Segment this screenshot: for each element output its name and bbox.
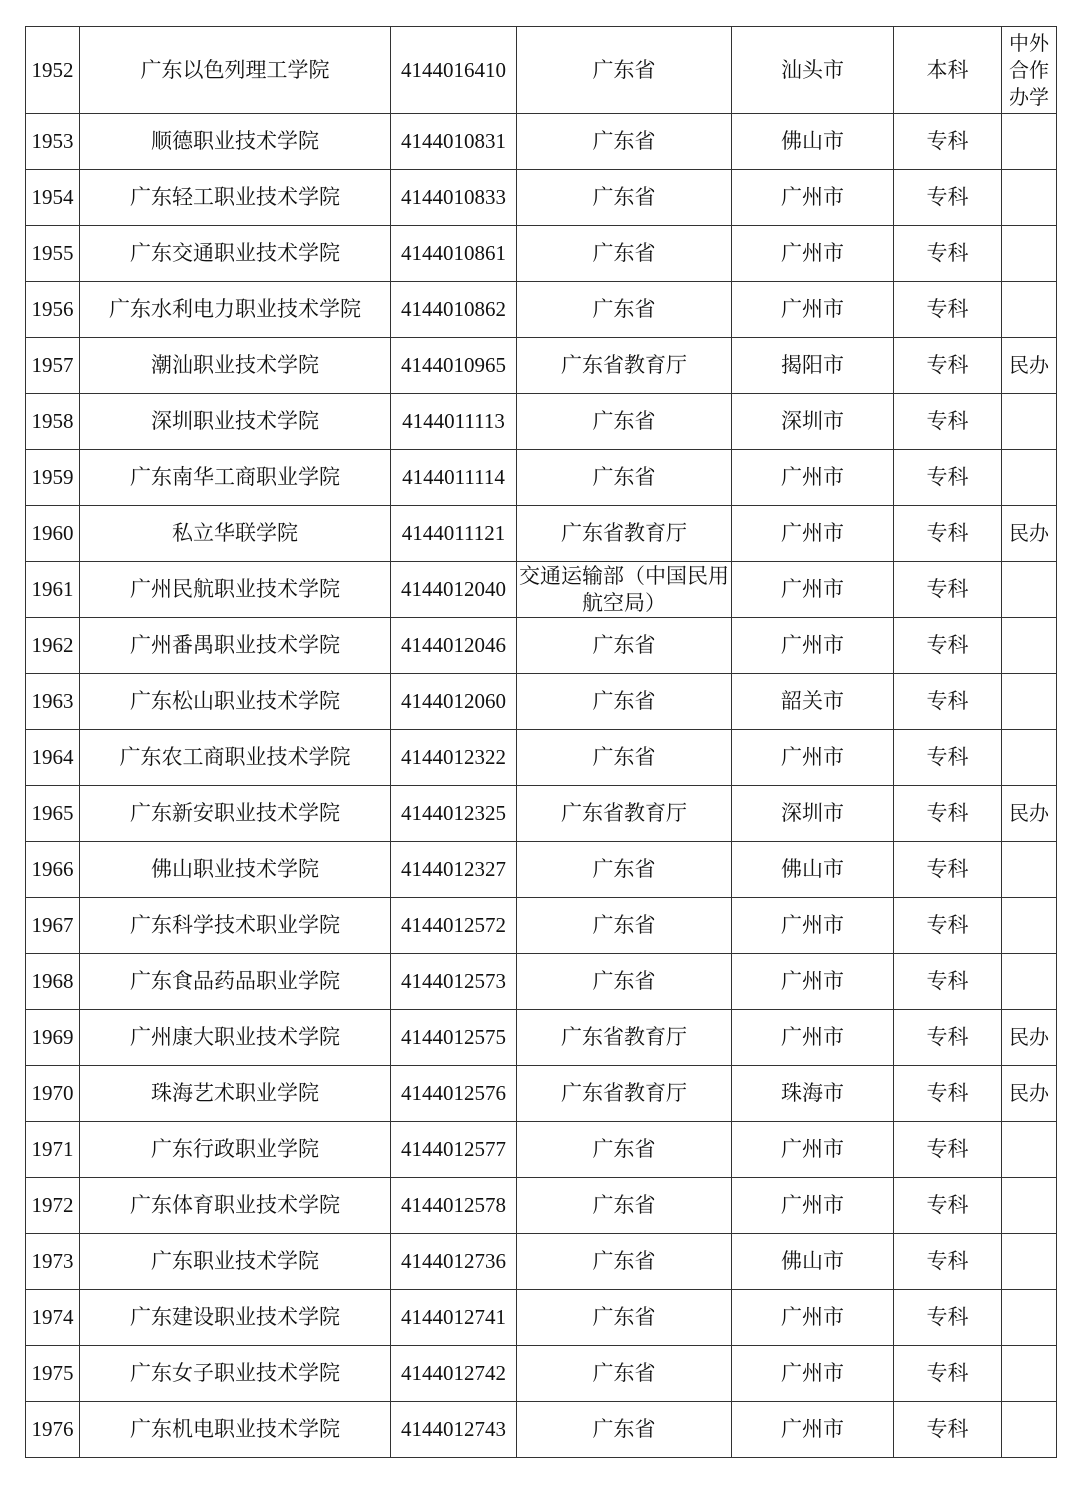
cell-school-name: 广东职业技术学院 (80, 1234, 391, 1290)
cell-school-code: 4144012046 (391, 618, 517, 674)
cell-school-name: 广东轻工职业技术学院 (80, 170, 391, 226)
cell-school-name: 广东科学技术职业学院 (80, 898, 391, 954)
cell-school-name: 广东农工商职业技术学院 (80, 730, 391, 786)
cell-school-name: 广东交通职业技术学院 (80, 226, 391, 282)
cell-school-name: 广东水利电力职业技术学院 (80, 282, 391, 338)
table-row (26, 282, 1057, 338)
university-list-table (25, 26, 1057, 1458)
cell-serial-number: 1976 (26, 1402, 80, 1458)
table-row (26, 730, 1057, 786)
cell-school-name: 广东建设职业技术学院 (80, 1290, 391, 1346)
cell-location: 广州市 (732, 226, 894, 282)
cell-school-code: 4144012325 (391, 786, 517, 842)
cell-location: 珠海市 (732, 1066, 894, 1122)
cell-authority: 广东省 (517, 618, 732, 674)
cell-remark (1002, 282, 1057, 338)
table-row (26, 338, 1057, 394)
cell-level: 专科 (894, 1402, 1002, 1458)
cell-authority: 广东省 (517, 170, 732, 226)
cell-remark (1002, 1178, 1057, 1234)
table-row (26, 1122, 1057, 1178)
cell-school-code: 4144012575 (391, 1010, 517, 1066)
cell-serial-number: 1974 (26, 1290, 80, 1346)
cell-level: 专科 (894, 1346, 1002, 1402)
cell-remark: 中外合作办学 (1002, 27, 1057, 114)
cell-school-code: 4144011121 (391, 506, 517, 562)
cell-school-code: 4144012040 (391, 562, 517, 618)
cell-authority: 广东省教育厅 (517, 786, 732, 842)
cell-location: 佛山市 (732, 842, 894, 898)
cell-authority: 广东省 (517, 954, 732, 1010)
cell-remark: 民办 (1002, 1066, 1057, 1122)
cell-location: 广州市 (732, 450, 894, 506)
cell-level: 专科 (894, 394, 1002, 450)
cell-level: 专科 (894, 1178, 1002, 1234)
cell-level: 专科 (894, 506, 1002, 562)
cell-remark (1002, 394, 1057, 450)
cell-serial-number: 1970 (26, 1066, 80, 1122)
cell-authority: 广东省 (517, 1402, 732, 1458)
table-row (26, 562, 1057, 618)
cell-level: 专科 (894, 1290, 1002, 1346)
table-row (26, 898, 1057, 954)
cell-serial-number: 1961 (26, 562, 80, 618)
cell-serial-number: 1964 (26, 730, 80, 786)
cell-school-name: 私立华联学院 (80, 506, 391, 562)
table-row (26, 27, 1057, 114)
cell-remark (1002, 1402, 1057, 1458)
cell-level: 专科 (894, 338, 1002, 394)
cell-remark (1002, 1346, 1057, 1402)
cell-remark (1002, 562, 1057, 618)
table-row (26, 786, 1057, 842)
cell-school-name: 顺德职业技术学院 (80, 114, 391, 170)
cell-school-name: 广东女子职业技术学院 (80, 1346, 391, 1402)
cell-authority: 广东省 (517, 1122, 732, 1178)
cell-level: 专科 (894, 1122, 1002, 1178)
cell-level: 专科 (894, 898, 1002, 954)
cell-level: 专科 (894, 450, 1002, 506)
cell-school-code: 4144012576 (391, 1066, 517, 1122)
cell-school-name: 广东以色列理工学院 (80, 27, 391, 114)
table-row (26, 226, 1057, 282)
table-row (26, 1290, 1057, 1346)
cell-remark (1002, 226, 1057, 282)
cell-location: 广州市 (732, 506, 894, 562)
cell-school-code: 4144011114 (391, 450, 517, 506)
cell-remark: 民办 (1002, 506, 1057, 562)
cell-authority: 交通运输部（中国民用航空局） (517, 562, 732, 618)
cell-location: 佛山市 (732, 1234, 894, 1290)
cell-location: 广州市 (732, 1010, 894, 1066)
cell-remark (1002, 730, 1057, 786)
cell-serial-number: 1965 (26, 786, 80, 842)
cell-level: 专科 (894, 282, 1002, 338)
cell-remark (1002, 674, 1057, 730)
cell-school-name: 珠海艺术职业学院 (80, 1066, 391, 1122)
cell-authority: 广东省 (517, 1346, 732, 1402)
cell-location: 广州市 (732, 562, 894, 618)
cell-school-name: 潮汕职业技术学院 (80, 338, 391, 394)
cell-authority: 广东省教育厅 (517, 506, 732, 562)
cell-school-name: 广州康大职业技术学院 (80, 1010, 391, 1066)
cell-location: 广州市 (732, 1178, 894, 1234)
cell-authority: 广东省 (517, 450, 732, 506)
cell-serial-number: 1956 (26, 282, 80, 338)
cell-serial-number: 1957 (26, 338, 80, 394)
cell-school-code: 4144012741 (391, 1290, 517, 1346)
cell-school-code: 4144012327 (391, 842, 517, 898)
cell-school-name: 广东体育职业技术学院 (80, 1178, 391, 1234)
cell-school-code: 4144010861 (391, 226, 517, 282)
cell-remark: 民办 (1002, 338, 1057, 394)
cell-remark (1002, 1290, 1057, 1346)
cell-authority: 广东省 (517, 898, 732, 954)
table-row (26, 506, 1057, 562)
cell-level: 专科 (894, 1066, 1002, 1122)
cell-school-name: 深圳职业技术学院 (80, 394, 391, 450)
cell-school-code: 4144010862 (391, 282, 517, 338)
cell-authority: 广东省 (517, 226, 732, 282)
table-row (26, 1234, 1057, 1290)
cell-level: 专科 (894, 114, 1002, 170)
cell-authority: 广东省教育厅 (517, 338, 732, 394)
cell-serial-number: 1958 (26, 394, 80, 450)
cell-level: 专科 (894, 842, 1002, 898)
table-row (26, 114, 1057, 170)
cell-location: 广州市 (732, 898, 894, 954)
cell-school-name: 广东新安职业技术学院 (80, 786, 391, 842)
table-row (26, 1346, 1057, 1402)
cell-serial-number: 1966 (26, 842, 80, 898)
cell-authority: 广东省 (517, 1234, 732, 1290)
cell-serial-number: 1967 (26, 898, 80, 954)
table-row (26, 1066, 1057, 1122)
table-row (26, 1178, 1057, 1234)
cell-remark (1002, 114, 1057, 170)
cell-remark (1002, 170, 1057, 226)
cell-authority: 广东省 (517, 674, 732, 730)
table-row (26, 170, 1057, 226)
cell-school-code: 4144011113 (391, 394, 517, 450)
cell-location: 揭阳市 (732, 338, 894, 394)
cell-authority: 广东省教育厅 (517, 1066, 732, 1122)
cell-authority: 广东省 (517, 842, 732, 898)
cell-school-code: 4144012060 (391, 674, 517, 730)
cell-location: 广州市 (732, 1346, 894, 1402)
cell-location: 广州市 (732, 282, 894, 338)
cell-remark: 民办 (1002, 786, 1057, 842)
cell-serial-number: 1969 (26, 1010, 80, 1066)
cell-school-name: 广东松山职业技术学院 (80, 674, 391, 730)
cell-school-name: 广东机电职业技术学院 (80, 1402, 391, 1458)
cell-authority: 广东省 (517, 27, 732, 114)
cell-school-code: 4144016410 (391, 27, 517, 114)
cell-level: 专科 (894, 226, 1002, 282)
table-row (26, 1010, 1057, 1066)
cell-location: 汕头市 (732, 27, 894, 114)
cell-school-code: 4144012578 (391, 1178, 517, 1234)
cell-authority: 广东省 (517, 730, 732, 786)
cell-school-code: 4144012736 (391, 1234, 517, 1290)
cell-serial-number: 1953 (26, 114, 80, 170)
cell-authority: 广东省 (517, 1178, 732, 1234)
cell-serial-number: 1962 (26, 618, 80, 674)
cell-serial-number: 1963 (26, 674, 80, 730)
cell-authority: 广东省 (517, 1290, 732, 1346)
cell-location: 广州市 (732, 1290, 894, 1346)
cell-serial-number: 1954 (26, 170, 80, 226)
cell-remark (1002, 1234, 1057, 1290)
cell-remark (1002, 954, 1057, 1010)
cell-serial-number: 1960 (26, 506, 80, 562)
cell-school-code: 4144012573 (391, 954, 517, 1010)
cell-school-code: 4144012577 (391, 1122, 517, 1178)
cell-level: 专科 (894, 1010, 1002, 1066)
cell-location: 韶关市 (732, 674, 894, 730)
table-row (26, 1402, 1057, 1458)
cell-location: 广州市 (732, 954, 894, 1010)
cell-location: 广州市 (732, 730, 894, 786)
cell-level: 专科 (894, 562, 1002, 618)
cell-serial-number: 1973 (26, 1234, 80, 1290)
cell-remark (1002, 618, 1057, 674)
cell-serial-number: 1975 (26, 1346, 80, 1402)
table-row (26, 618, 1057, 674)
cell-remark (1002, 450, 1057, 506)
table-row (26, 842, 1057, 898)
cell-location: 广州市 (732, 1122, 894, 1178)
cell-remark (1002, 898, 1057, 954)
cell-location: 佛山市 (732, 114, 894, 170)
cell-school-name: 广东南华工商职业学院 (80, 450, 391, 506)
cell-serial-number: 1955 (26, 226, 80, 282)
cell-level: 专科 (894, 954, 1002, 1010)
cell-school-name: 广东行政职业学院 (80, 1122, 391, 1178)
cell-level: 专科 (894, 618, 1002, 674)
cell-school-code: 4144010965 (391, 338, 517, 394)
table-row (26, 450, 1057, 506)
cell-remark (1002, 842, 1057, 898)
cell-school-name: 广州番禺职业技术学院 (80, 618, 391, 674)
cell-school-name: 佛山职业技术学院 (80, 842, 391, 898)
cell-authority: 广东省 (517, 394, 732, 450)
table-row (26, 394, 1057, 450)
cell-level: 专科 (894, 730, 1002, 786)
cell-authority: 广东省 (517, 282, 732, 338)
cell-location: 广州市 (732, 170, 894, 226)
cell-level: 专科 (894, 674, 1002, 730)
cell-level: 专科 (894, 170, 1002, 226)
cell-location: 广州市 (732, 1402, 894, 1458)
table-body (26, 27, 1057, 1458)
cell-school-code: 4144010831 (391, 114, 517, 170)
cell-remark: 民办 (1002, 1010, 1057, 1066)
cell-school-code: 4144010833 (391, 170, 517, 226)
table-row (26, 954, 1057, 1010)
cell-level: 本科 (894, 27, 1002, 114)
cell-serial-number: 1952 (26, 27, 80, 114)
cell-school-code: 4144012743 (391, 1402, 517, 1458)
cell-location: 广州市 (732, 618, 894, 674)
cell-school-code: 4144012572 (391, 898, 517, 954)
cell-serial-number: 1971 (26, 1122, 80, 1178)
cell-school-code: 4144012742 (391, 1346, 517, 1402)
cell-school-name: 广东食品药品职业学院 (80, 954, 391, 1010)
document-table-wrapper (25, 26, 1057, 1458)
cell-serial-number: 1972 (26, 1178, 80, 1234)
cell-authority: 广东省 (517, 114, 732, 170)
cell-level: 专科 (894, 786, 1002, 842)
cell-serial-number: 1959 (26, 450, 80, 506)
cell-authority: 广东省教育厅 (517, 1010, 732, 1066)
table-row (26, 674, 1057, 730)
cell-school-code: 4144012322 (391, 730, 517, 786)
cell-location: 深圳市 (732, 786, 894, 842)
cell-serial-number: 1968 (26, 954, 80, 1010)
cell-school-name: 广州民航职业技术学院 (80, 562, 391, 618)
cell-level: 专科 (894, 1234, 1002, 1290)
cell-location: 深圳市 (732, 394, 894, 450)
cell-remark (1002, 1122, 1057, 1178)
